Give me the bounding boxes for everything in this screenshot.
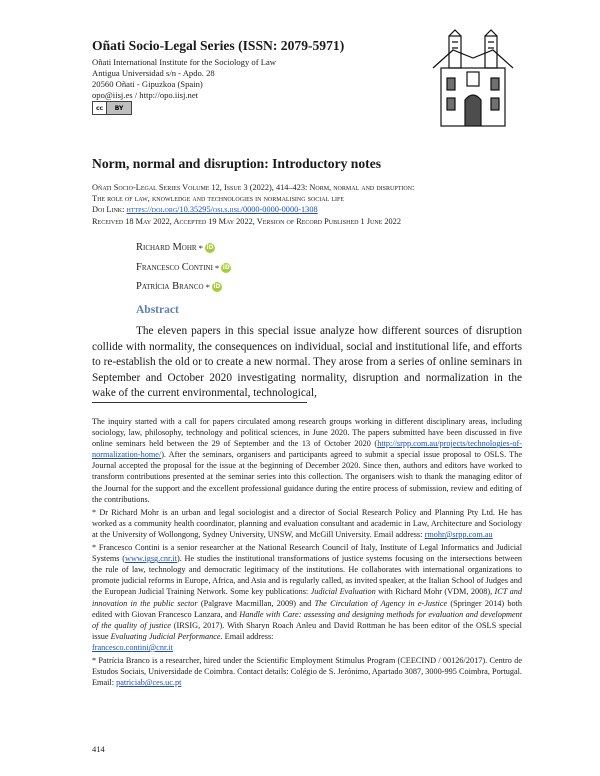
page-number: 414 bbox=[92, 744, 105, 754]
article-title: Norm, normal and disruption: Introductory notes bbox=[92, 156, 382, 171]
orcid-icon[interactable]: iD bbox=[206, 243, 214, 251]
author-footnote-mark: * bbox=[205, 281, 210, 292]
footnote-branco: * Patrícia Branco is a researcher, hired under the Scientific Employment Stimulus Program (CEECIND / 00126/2017). Centro de Estudos Sociais, Universidade de Coimbra. Contact details: Colégio de S. Jerónimo, Apartado 3087, 3000-995 Coimbra, Portugal. Email: patriciab@ces.uc.pt bbox=[92, 655, 522, 688]
doi-line bbox=[92, 204, 522, 215]
journal-title: Oñati Socio-Legal Series (ISSN: 2079-5971) bbox=[92, 38, 345, 53]
email-branco[interactable]: patriciab@ces.uc.pt bbox=[116, 678, 182, 688]
seminar-link[interactable]: http://srpp.com.au/projects/technologies-of-normalization-home/ bbox=[92, 439, 522, 460]
igsg-link[interactable]: www.igsg.cnr.it bbox=[125, 554, 177, 564]
contact-line[interactable]: opo@iisj.es / http://opo.iisj.net bbox=[92, 90, 199, 100]
cc-license-badge[interactable] bbox=[92, 101, 132, 115]
footnote-mohr: * Dr Richard Mohr is an urban and legal sociologist and a director of Social Research Policy and Planning Pty Ltd. He has worked as a community health coordinator, planning and evaluation consultant and academic in Law, Architecture and Sociology at the University of Wollongong, Sydney University, UNSW, and McGill University. Email address: rmohr@srpp.com.au bbox=[92, 507, 522, 539]
doi-link[interactable]: https://doi.org/10.35295/osls.iisl/0000-0000-0000-1308 bbox=[126, 205, 318, 214]
by-label: BY bbox=[114, 104, 124, 112]
author-footnote-mark: * bbox=[198, 242, 203, 253]
series-meta-line-1: Oñati Socio-Legal Series Volume 12, Issue 3 (2022), 414–423: Norm, normal and disruption: bbox=[92, 183, 415, 192]
author-2 bbox=[136, 262, 231, 273]
footnote-divider bbox=[92, 402, 307, 403]
address-line-1: Antigua Universidad s/n - Apdo. 28 bbox=[92, 68, 215, 78]
footnote-inquiry: The inquiry started with a call for papers circulated among research groups working in different disciplinary areas, including sociology, law, philosophy, technology and political sciences, in June 2020. The papers submitted have been discussed in five online seminars held between the 29 of September and the 13 of October 2020 (http://srpp.com.au/projects/technologies-of-normalization-home/). After the seminars, organisers and participants agreed to submit a special issue proposal to OSLS. The Journal accepted the proposal for the issue at the beginning of December 2020. Since then, authors and editors have worked to transform contributions presented at the seminar series into this collection. The organisers wish to thank the managing editor of the Journal for the support and the excellent professional guidance during the entire process of submission, review and editing of the contributions. bbox=[92, 417, 522, 504]
orcid-icon[interactable]: iD bbox=[222, 263, 230, 271]
cc-icon: cc bbox=[93, 102, 107, 114]
institute-building-logo bbox=[423, 28, 523, 128]
author-footnote-mark: * bbox=[214, 262, 220, 273]
footnote-contini: * Francesco Contini is a senior researcher at the National Research Council of Italy, Institute of Legal Informatics and Judicial Systems (www.igsg.cnr.it). He studies the institutional transformations of justice systems focusing on the intersections between the rule of law, technology and democratic legitimacy of the institutions. He collaborates with international organizations to promote judicial reforms in Europe, Africa, and Asia and is regularly called, as invited speaker, at the Italian School of Judges and the European Judicial Training Network. Some key publications: Judicial Evaluation with Richard Mohr (VDM, 2008), ICT and innovation in the public sector (Palgrave Macmillan, 2009) and The Circulation of Agency in e-Justice (Springer 2014) both edited with Giovan Francesco Lanzara, and Handle with Care: assessing and designing methods for evaluation and development of the quality of justice (IRSIG, 2017). With Sharyn Roach Anleu and David Rottman he has been editor of the OSLS special issue Evaluating Judicial Performance. Email address: francesco.contini@cnr.it bbox=[92, 543, 523, 652]
publication-dates: Received 18 May 2022, Accepted 19 May 2022, Version of Record Published 1 June 2022 bbox=[92, 217, 401, 226]
doi-label: Doi Link: bbox=[92, 205, 127, 214]
email-mohr[interactable]: rmohr@srpp.com.au bbox=[424, 529, 493, 539]
author-3 bbox=[136, 281, 222, 292]
footnotes bbox=[92, 416, 522, 690]
abstract-heading: Abstract bbox=[136, 304, 179, 316]
abstract-body: The eleven papers in this special issue analyze how different sources of disruption collide with normality, the consequences on individual, social and institutional life, and efforts to re-establish the old or to create a new normal. They arose from a series of online seminars in September and October 2020 investigating normality, disruption and normalization in the wake of the current environmental, technological, bbox=[92, 325, 522, 399]
email-contini[interactable]: francesco.contini@cnr.it bbox=[92, 642, 173, 652]
address-line-2: 20560 Oñati - Gipuzkoa (Spain) bbox=[92, 79, 203, 89]
author-name: Patrícia Branco bbox=[136, 281, 204, 292]
author-name: Richard Mohr bbox=[136, 242, 197, 253]
orcid-icon[interactable]: iD bbox=[213, 282, 221, 290]
series-meta-line-2: The role of law, knowledge and technologies in normalising social life bbox=[92, 194, 345, 203]
author-name: Francesco Contini bbox=[136, 262, 213, 273]
institute-name: Oñati International Institute for the Sociology of Law bbox=[92, 57, 277, 67]
author-1 bbox=[136, 242, 215, 253]
